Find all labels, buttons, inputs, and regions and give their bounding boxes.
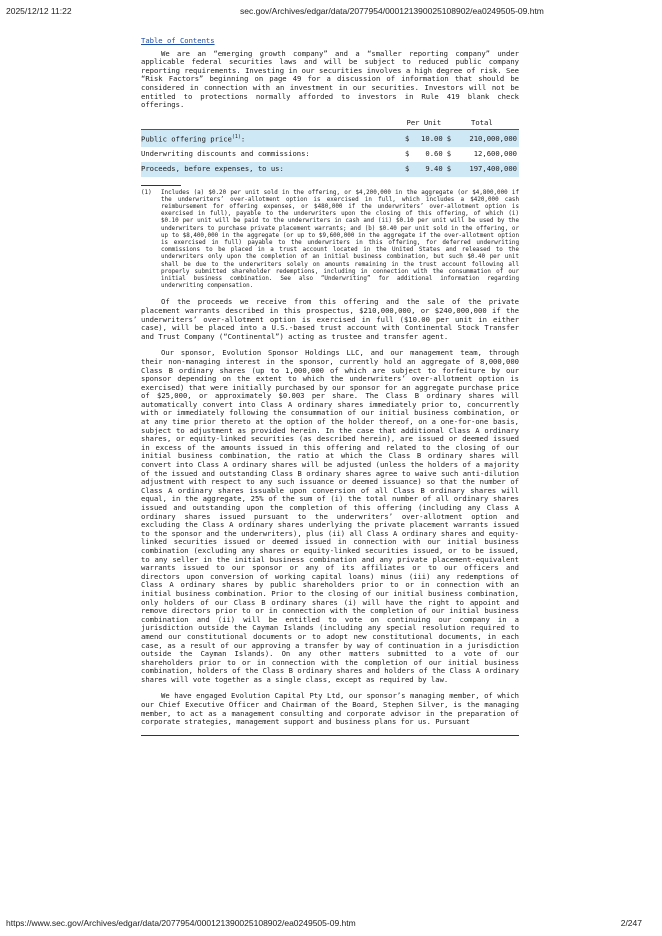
print-footer-url: https://www.sec.gov/Archives/edgar/data/2077954/000121390025108902/ea0249505-09.htm [6, 918, 356, 928]
intro-paragraph: We are an “emerging growth company” and a “smaller reporting company” under applicable federal securities laws and will be subject to reduced public company reporting requirements. Investing in our securities involves a high degree of risk. See “Risk Factors” beginning on page 49 for a discussion of information that should be considered in connection with an investment in our securities. Investors will not be entitled to protections normally afforded to investors in Rule 419 blank check offerings. [141, 48, 519, 110]
table-row [141, 130, 519, 147]
col-header-total: Total [445, 118, 519, 130]
table-of-contents-link[interactable]: Table of Contents [141, 36, 215, 45]
per-unit-value: 9.40 [415, 162, 445, 177]
total-value: 12,600,000 [473, 149, 517, 159]
currency-symbol: $ [445, 162, 457, 177]
currency-symbol: $ [405, 149, 410, 159]
row-label: Underwriting discounts and commissions: [141, 149, 310, 159]
footnote-text: Includes (a) $0.20 per unit sold in the offering, or $4,200,000 in the aggregate (or $4,800,000 if the underwriters’ over-allotment option is exercised in full, which includes a $420,000 cash reimbursement for offering expenses, or $480,000 if the underwriters’ over-allotment option is exercised in full), payable to the underwriters upon the closing of this offering, of which (i) $0.10 per unit will be paid to the underwriters in cash and (ii) $0.10 per unit will be used by the underwriters to purchase private placement warrants; and (b) $0.40 per unit sold in the offering, or up to $8,400,000 in the aggregate (or up to $9,600,000 in the aggregate if the over-allotment option is exercised in full) payable to the underwriters in this offering, for deferred underwriting commissions to be placed in a trust account located in the United States and released to the underwriters only upon the completion of an initial business combination, but such $0.40 per unit shall be due to the underwriters solely on amounts remaining in the trust account following all properly submitted shareholder redemptions, including in connection with the consummation of our initial business combination. See also “Underwriting” for additional information regarding underwriting compensation. [161, 189, 519, 290]
page-counter: 2/247 [620, 918, 642, 928]
col-header-per-unit: Per Unit [403, 118, 445, 130]
offering-table [141, 118, 519, 177]
proceeds-paragraph: Of the proceeds we receive from this offering and the sale of the private placement warrants described in this prospectus, $210,000,000, or $240,000,000 if the underwriters’ over-allotment option is exercised in full ($10.00 per unit in either case), will be placed into a U.S.-based trust account with Continental Stock Transfer and Trust Company (“Continental”) acting as trustee and transfer agent. [141, 297, 519, 341]
total-value: 210,000,000 [457, 130, 519, 147]
table-header-row [141, 118, 519, 130]
print-timestamp: 2025/12/12 11:22 [6, 6, 72, 16]
document-body [141, 37, 519, 736]
footnote-divider [141, 185, 181, 186]
currency-symbol: $ [403, 130, 415, 147]
print-footer [0, 914, 662, 936]
per-unit-value: 10.00 [415, 130, 445, 147]
footnote-number: (1) [141, 189, 152, 196]
print-header-url: sec.gov/Archives/edgar/data/2077954/000121390025108902/ea0249505-09.htm [240, 6, 544, 16]
page-bottom-rule [141, 735, 519, 736]
row-label: Proceeds, before expenses, to us: [141, 162, 403, 177]
per-unit-value: 0.60 [425, 149, 443, 159]
evolution-paragraph: We have engaged Evolution Capital Pty Ltd, our sponsor’s managing member, of which our Chief Executive Officer and Chairman of the Board, Stephen Silver, is the managing member, to act as a management consulting and corporate advisor in the preparation of corporate strategies, management support and business plans for us. Pursuant [141, 691, 519, 727]
currency-symbol: $ [445, 130, 457, 147]
table-row [141, 162, 519, 177]
total-value: 197,400,000 [457, 162, 519, 177]
sponsor-paragraph: Our sponsor, Evolution Sponsor Holdings LLC, and our management team, through their non-managing interest in the sponsor, currently hold an aggregate of 8,000,000 Class B ordinary shares (up to 1,000,000 of which are subject to forfeiture by our sponsor depending on the extent to which the underwriters’ over-allotment option is exercised) that were initially purchased by our sponsor for an aggregate purchase price of $25,000, or approximately $0.003 per share. The Class B ordinary shares will automatically convert into Class A ordinary shares immediately prior to, concurrently with or immediately following the consummation of our initial business combination, or at any time prior thereto at the option of the holder thereof, on a one-for-one basis, subject to adjustment as provided herein. In the case that additional Class A ordinary shares, or equity-linked securities (as described herein), are issued or deemed issued in excess of the amounts issued in this offering and related to the closing of our initial business combination, the ratio at which the Class B ordinary shares will convert into Class A ordinary shares will be adjusted (unless the holders of a majority of the issued and outstanding Class B ordinary shares agree to waive such anti-dilution adjustment with respect to any such issuance or deemed issuance) so that the number of Class A ordinary shares issuable upon conversion of all Class B ordinary shares will equal, in the aggregate, 25% of the sum of (i) the total number of all ordinary shares issued and outstanding upon the completion of this offering (including any Class A ordinary shares issued pursuant to the underwriters’ over-allotment option and excluding the Class A ordinary shares underlying the private placement warrants issued to the sponsor and the underwriters), plus (ii) all Class A ordinary shares and equity-linked securities issued or deemed issued in connection with our initial business combination (excluding any shares or equity-linked securities issued, or to be issued, to any seller in the initial business combination and any private placement-equivalent warrants issued to our sponsor or any of its affiliates or to our officers and directors upon conversion of working capital loans) minus (iii) any redemptions of Class A ordinary shares by public shareholders prior to or in connection with an initial business combination. Prior to the closing of our initial business combination, only holders of our Class B ordinary shares (i) will have the right to appoint and remove directors prior to or in connection with the completion of our initial business combination and (ii) will be entitled to vote on continuing our company in a jurisdiction outside the Cayman Islands (including any special resolution required to amend our constitutional documents or to adopt new constitutional documents, in each case, as a result of our approving a transfer by way of continuation in a jurisdiction outside the Cayman Islands). On any other matters submitted to a vote of our shareholders prior to or in connection with the completion of our initial business combination, holders of the Class B ordinary shares and holders of the Class A ordinary shares will vote together as a single class, except as required by law. [141, 348, 519, 684]
table-row [141, 147, 519, 162]
print-header [0, 0, 662, 20]
row-label: Public offering price$^{(1)}$: [141, 130, 403, 147]
footnote [141, 190, 519, 291]
currency-symbol: $ [403, 162, 415, 177]
currency-symbol: $ [446, 149, 452, 159]
